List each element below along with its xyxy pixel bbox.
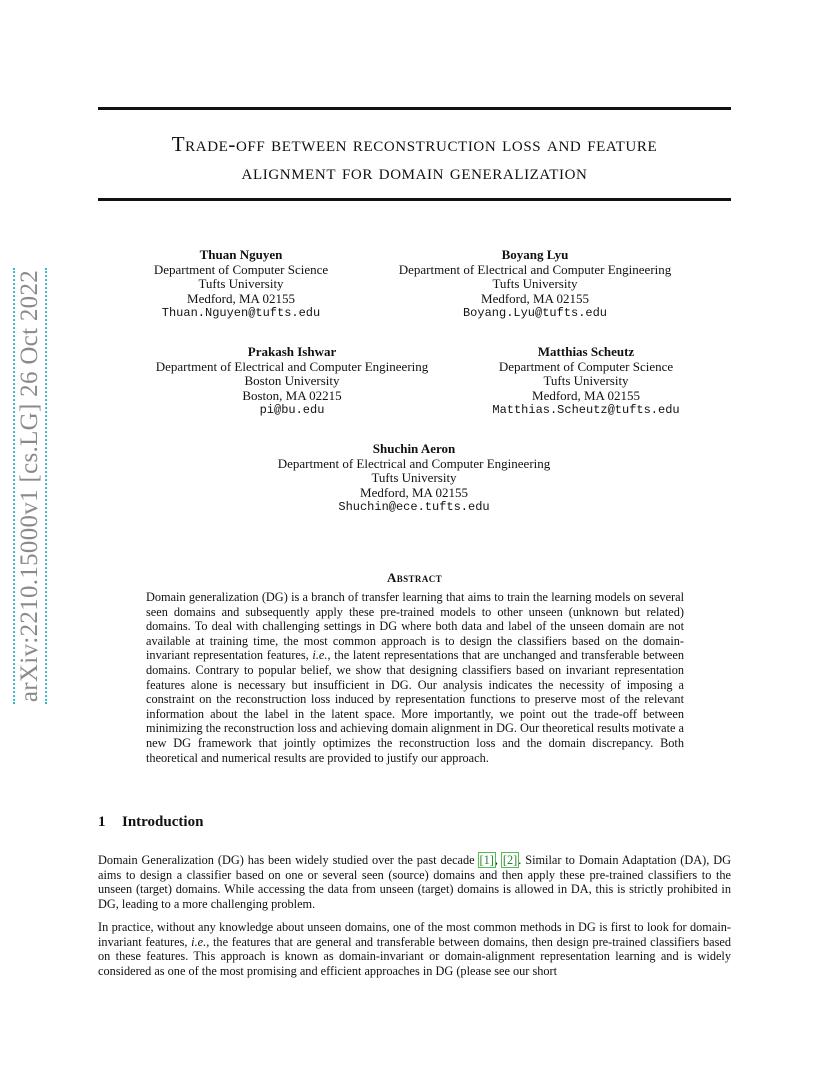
title-rule-top bbox=[98, 107, 731, 110]
author-university: Tufts University bbox=[198, 276, 284, 291]
author-department: Department of Computer Science bbox=[153, 261, 329, 277]
paragraph-text: Domain Generalization (DG) has been widely studied over the past decade bbox=[98, 853, 479, 867]
author-block bbox=[140, 345, 444, 418]
citation-link[interactable]: [2] bbox=[502, 853, 518, 867]
author-block bbox=[478, 345, 694, 418]
abstract-text bbox=[146, 590, 684, 765]
author-block bbox=[380, 248, 690, 321]
author-address: Medford, MA 02155 bbox=[360, 484, 468, 500]
author-address: Boston, MA 02215 bbox=[242, 387, 342, 403]
section-heading bbox=[98, 814, 203, 831]
author-name: Shuchin Aeron bbox=[372, 441, 456, 456]
author-block bbox=[130, 248, 352, 321]
intro-paragraph bbox=[98, 853, 731, 911]
abstract-text-part: Domain generalization (DG) is a branch of transfer learning that aims to train the learning models on several seen domains and subsequently apply these pre-trained models to other unseen (unknown but related) domains. To deal with challenging settings in DG where both data and label of the unseen domain are not available at training time, the most common approach is to design the classifiers based on the domain-invariant representation features, bbox=[146, 590, 684, 663]
author-university: Boston University bbox=[244, 373, 340, 388]
author-university: Tufts University bbox=[492, 276, 578, 291]
arxiv-stamp bbox=[8, 260, 52, 712]
author-email[interactable]: Shuchin@ece.tufts.edu bbox=[338, 500, 490, 514]
abstract-text-part: , the latent representations that are unchanged and transferable between domains. Contrary to popular belief, we show that designing classifiers based on invariant representation features alone is necessary but insufficient in DG. Our analysis indicates the necessity of imposing a constraint on the reconstruction loss induced by representation functions to preserve most of the relevant information about the label in the latent space. More importantly, we point out the trade-off between minimizing the reconstruction loss and achieving domain alignment in DG. Our theoretical results motivate a new DG framework that jointly optimizes the reconstruction loss and the domain discrepancy. Both theoretical and numerical results are provided to justify our approach. bbox=[146, 648, 684, 765]
intro-paragraph bbox=[98, 920, 731, 978]
abstract-ie: i.e. bbox=[312, 648, 328, 663]
author-email[interactable]: Thuan.Nguyen@tufts.edu bbox=[161, 306, 321, 320]
author-email[interactable]: Matthias.Scheutz@tufts.edu bbox=[492, 403, 680, 417]
author-department: Department of Computer Science bbox=[498, 358, 674, 374]
paragraph-text: In practice, without any knowledge about unseen domains, one of the most common methods in DG is first to look for domain-invariant features, bbox=[98, 920, 731, 949]
author-name: Thuan Nguyen bbox=[199, 247, 283, 262]
author-department: Department of Electrical and Computer Engineering bbox=[398, 261, 672, 277]
abstract-heading: Abstract bbox=[386, 570, 443, 585]
author-name: Boyang Lyu bbox=[501, 247, 569, 262]
author-address: Medford, MA 02155 bbox=[532, 387, 640, 403]
arxiv-stamp-text: arXiv:2210.15000v1 [cs.LG] 26 Oct 2022 bbox=[13, 268, 47, 704]
author-address: Medford, MA 02155 bbox=[481, 290, 589, 306]
author-department: Department of Electrical and Computer Engineering bbox=[277, 455, 551, 471]
paragraph-text: . Similar to Domain Adaptation (DA), DG aims to design a classifier based on one or several seen (source) domains and then apply these pre-trained classifiers to the unseen (target) domains. While accessing the data from unseen (target) domains is allowed in DA, this is strictly prohibited in DG, leading to a more challenging problem. bbox=[98, 853, 731, 911]
paper-title bbox=[98, 130, 731, 186]
citation-link[interactable]: [1] bbox=[479, 853, 494, 867]
paragraph-text: , the features that are general and transferable between domains, then design pre-trained classifiers based on these features. This approach is known as domain-invariant or domain-alignment representation learning and is widely considered as one of the most promising and efficient approaches in DG (please see our short bbox=[98, 934, 732, 978]
author-email[interactable]: pi@bu.edu bbox=[259, 403, 325, 417]
title-rule-bottom bbox=[98, 198, 731, 201]
paragraph-ie: i.e. bbox=[191, 934, 207, 949]
paragraph-text: , bbox=[494, 853, 502, 867]
author-block bbox=[260, 442, 568, 515]
author-university: Tufts University bbox=[543, 373, 629, 388]
author-university: Tufts University bbox=[371, 470, 457, 485]
author-name: Prakash Ishwar bbox=[247, 344, 337, 359]
author-address: Medford, MA 02155 bbox=[187, 290, 295, 306]
author-email[interactable]: Boyang.Lyu@tufts.edu bbox=[462, 306, 608, 320]
paper-title-line-2: alignment for domain generalization bbox=[241, 160, 588, 184]
paper-title-line-1: Trade-off between reconstruction loss and feature bbox=[171, 132, 658, 156]
section-title: Introduction bbox=[122, 814, 204, 830]
author-name: Matthias Scheutz bbox=[537, 344, 635, 359]
author-department: Department of Electrical and Computer Engineering bbox=[155, 358, 429, 374]
section-number: 1 bbox=[98, 814, 106, 830]
